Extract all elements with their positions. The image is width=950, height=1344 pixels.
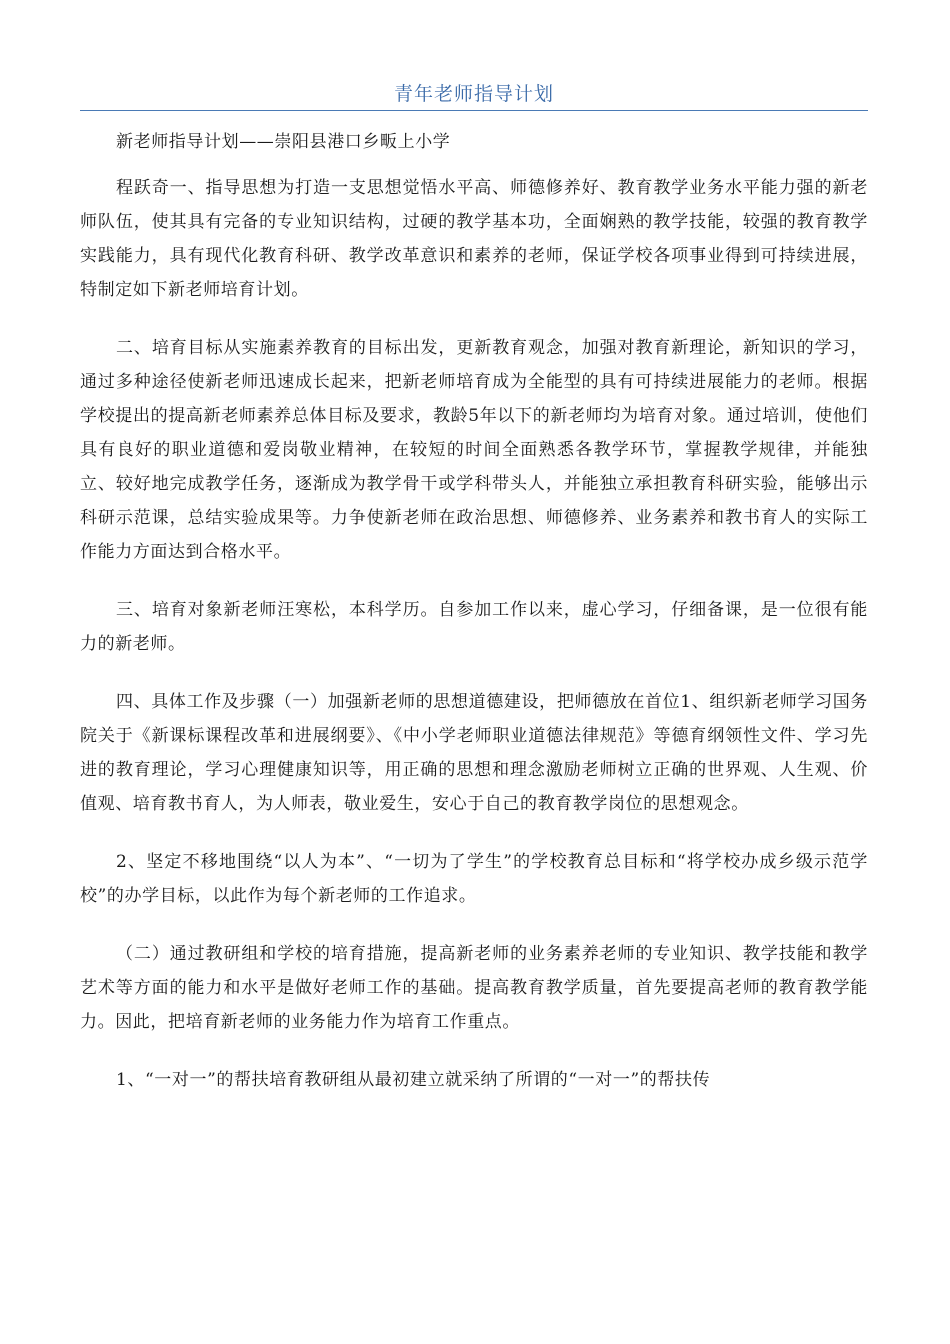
paragraph-guiding-thought: 程跃奇一、指导思想为打造一支思想觉悟水平高、师德修养好、教育教学业务水平能力强的新老师队伍，使其具有完备的专业知识结构，过硬的教学基本功，全面娴熟的教学技能，较强的教育教学实践能力，具有现代化教育科研、教学改革意识和素养的老师，保证学校各项事业得到可持续进展，特制定如下新老师培育计划。 [80,178,868,300]
paragraph-steps: 四、具体工作及步骤（一）加强新老师的思想道德建设，把师德放在首位1、组织新老师学习国务院关于《新课标课程改革和进展纲要》、《中小学老师职业道德法律规范》等德育纲领性文件、学习先进的教育理论，学习心理健康知识等，用正确的思想和理念激励老师树立正确的世界观、人生观、价值观、培育教书育人，为人师表，敬业爱生，安心于自己的教育教学岗位的思想观念。 [80,692,868,814]
paragraph-training-target: 三、培育对象新老师汪寒松，本科学历。自参加工作以来，虚心学习，仔细备课，是一位很有能力的新老师。 [80,600,868,654]
document-header [80,78,868,111]
paragraph-training-goal: 二、培育目标从实施素养教育的目标出发，更新教育观念，加强对教育新理论，新知识的学习，通过多种途径使新老师迅速成长起来，把新老师培育成为全能型的具有可持续进展能力的老师。根据学校提出的提高新老师素养总体目标及要求，教龄5年以下的新老师均为培育对象。通过培训，使他们具有良好的职业道德和爱岗敬业精神，在较短的时间全面熟悉各教学环节，掌握教学规律，并能独立、较好地完成教学任务，逐渐成为教学骨干或学科带头人，并能独立承担教育科研实验，能够出示科研示范课，总结实验成果等。力争使新老师在政治思想、师德修养、业务素养和教书育人的实际工作能力方面达到合格水平。 [80,338,868,562]
document-body [80,125,868,1121]
document-title: 青年老师指导计划 [393,83,554,105]
paragraph-people-oriented: 2、坚定不移地围绕“以人为本”、“一切为了学生”的学校教育总目标和“将学校办成乡级示范学校”的办学目标，以此作为每个新老师的工作追求。 [80,852,868,906]
paragraph-teaching-research: （二）通过教研组和学校的培育措施，提高新老师的业务素养老师的专业知识、教学技能和教学艺术等方面的能力和水平是做好老师工作的基础。提高教育教学质量，首先要提高老师的教育教学能力。因此，把培育新老师的业务能力作为培育工作重点。 [80,944,868,1032]
paragraph-one-on-one: 1、“一对一”的帮扶培育教研组从最初建立就采纳了所谓的“一对一”的帮扶传 [116,1070,711,1090]
subtitle-paragraph: 新老师指导计划——崇阳县港口乡畈上小学 [116,132,451,152]
